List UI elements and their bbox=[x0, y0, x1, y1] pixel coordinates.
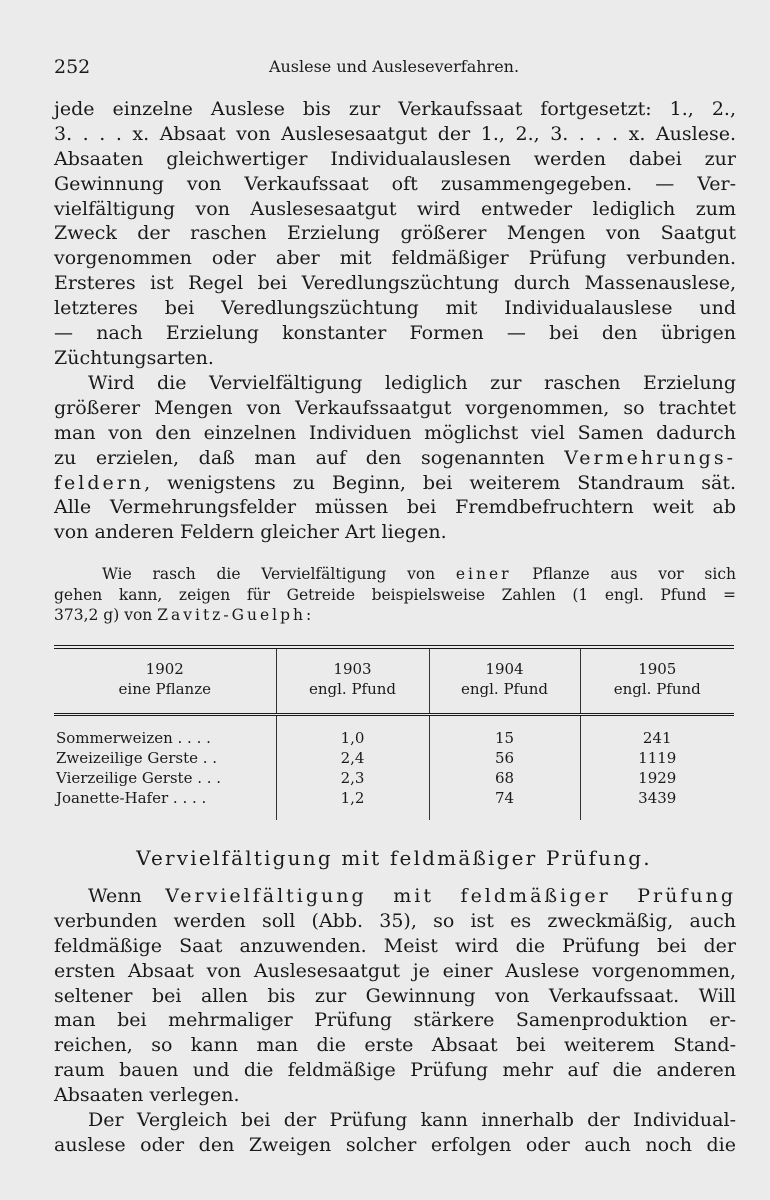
text-line: vielfältigung von Auslesesaatgut wird entweder lediglich zum bbox=[54, 197, 736, 220]
text-line: Ersteres ist Regel bei Veredlungszüchtung durch Massenauslese, bbox=[54, 272, 736, 295]
text-span: zu erzielen, daß man auf den sogenannten bbox=[54, 446, 545, 469]
paragraph-continued bbox=[54, 97, 736, 371]
table-cell: 56 bbox=[429, 748, 580, 768]
text-line: Alle Vermehrungsfelder müssen bei Fremdbefruchtern weit ab bbox=[54, 496, 736, 519]
table-cell: 1119 bbox=[580, 748, 734, 768]
paragraph-feldmaessige-pruefung bbox=[54, 884, 736, 1158]
text-line bbox=[54, 884, 736, 909]
table-row bbox=[54, 728, 734, 748]
text-line: auslese oder den Zweigen solcher erfolgen oder auch noch die bbox=[54, 1133, 736, 1156]
column-header: 1903 engl. Pfund bbox=[276, 647, 429, 715]
text-line: Absaaten verlegen. bbox=[54, 1084, 240, 1107]
text-line bbox=[54, 446, 736, 471]
table-cell: 68 bbox=[429, 768, 580, 788]
text-line: von anderen Feldern gleicher Art liegen. bbox=[54, 521, 447, 544]
text-line: — nach Erzielung konstanter Formen — bei den übrigen bbox=[54, 322, 736, 345]
text-span: , wenigstens zu Beginn, bei weiterem Standraum sät. bbox=[144, 471, 736, 494]
text-line: ersten Absaat von Auslesesaatgut je einer Auslese vorgenommen, bbox=[54, 959, 736, 982]
spaced-term: Vervielfältigung mit feldmäßiger Prüfung bbox=[165, 885, 736, 907]
text-line: Der Vergleich bei der Prüfung kann innerhalb der Individual- bbox=[88, 1109, 736, 1132]
text-line: Züchtungsarten. bbox=[54, 346, 214, 369]
table-cell: 2,4 bbox=[276, 748, 429, 768]
section-heading: Vervielfältigung mit feldmäßiger Prüfung. bbox=[136, 846, 652, 870]
table-cell: 1929 bbox=[580, 768, 734, 788]
text-line: vorgenommen oder aber mit feldmäßiger Prüfung verbunden. bbox=[54, 247, 736, 270]
text-span: Wie rasch die Vervielfältigung von bbox=[102, 565, 436, 583]
spaced-term: Zavitz-Guelph bbox=[157, 606, 306, 624]
table-cell: 1,0 bbox=[276, 728, 429, 748]
text-line: gehen kann, zeigen für Getreide beispielsweise Zahlen (1 engl. Pfund = bbox=[54, 585, 736, 604]
page-number: 252 bbox=[54, 56, 91, 78]
spaced-term: feldern bbox=[54, 471, 145, 494]
table-cell: 3439 bbox=[580, 788, 734, 808]
text-line: reichen, so kann man die erste Absaat bei weiterem Stand- bbox=[54, 1034, 736, 1057]
table-cell: 2,3 bbox=[276, 768, 429, 788]
yield-table bbox=[54, 645, 734, 820]
text-span: : bbox=[305, 606, 312, 624]
text-line: Wird die Vervielfältigung lediglich zur raschen Erzielung bbox=[88, 372, 736, 394]
column-header: 1902 eine Pflanze bbox=[54, 647, 276, 715]
text-span: Pflanze aus vor sich bbox=[532, 565, 736, 583]
table-cell: Joanette-Hafer . . . . bbox=[56, 789, 207, 807]
column-header: 1905 engl. Pfund bbox=[580, 647, 734, 715]
column-header: 1904 engl. Pfund bbox=[429, 647, 580, 715]
text-line: größerer Mengen von Verkaufssaatgut vorgenommen, so trachtet bbox=[54, 396, 736, 419]
text-line: Zweck der raschen Erzielung größerer Mengen von Saatgut bbox=[54, 222, 736, 245]
running-title: Auslese und Ausleseverfahren. bbox=[268, 57, 520, 76]
text-line: man bei mehrmaliger Prüfung stärkere Samenproduktion er- bbox=[54, 1009, 736, 1032]
small-print-paragraph bbox=[54, 564, 736, 626]
text-line: feldmäßige Saat anzuwenden. Meist wird die Prüfung bei der bbox=[54, 934, 736, 957]
text-line: raum bauen und die feldmäßige Prüfung mehr auf die anderen bbox=[54, 1059, 736, 1082]
text-line: verbunden werden soll (Abb. 35), so ist es zweckmäßig, auch bbox=[54, 909, 736, 932]
text-line: seltener bei allen bis zur Gewinnung von Verkaufssaat. Will bbox=[54, 984, 736, 1007]
text-line bbox=[54, 605, 736, 626]
text-line: jede einzelne Auslese bis zur Verkaufssaat fortgesetzt: 1., 2., bbox=[54, 98, 736, 120]
table-row bbox=[54, 748, 734, 768]
text-line: 3. . . . x. Absaat von Auslesesaatgut der 1., 2., 3. . . . x. Auslese. bbox=[54, 122, 736, 145]
text-line: Absaaten gleichwertiger Individualauslesen werden dabei zur bbox=[54, 147, 736, 170]
table-cell: 241 bbox=[580, 728, 734, 748]
text-line: man von den einzelnen Individuen möglichst viel Samen dadurch bbox=[54, 421, 736, 444]
spaced-term: einer bbox=[455, 565, 512, 583]
table-cell: Sommerweizen . . . . bbox=[56, 729, 211, 747]
table-cell: Zweizeilige Gerste . . bbox=[56, 749, 218, 767]
text-line: letzteres bei Veredlungszüchtung mit Individualauslese und bbox=[54, 297, 736, 320]
running-header bbox=[54, 56, 734, 80]
text-span: Wenn bbox=[88, 885, 142, 907]
table-header-row bbox=[54, 647, 734, 715]
table-cell: 74 bbox=[429, 788, 580, 808]
spaced-term: Vermehrungs- bbox=[564, 446, 736, 469]
text-line: Gewinnung von Verkaufssaat oft zusammengegeben. — Ver- bbox=[54, 172, 736, 195]
table-cell: Vierzeilige Gerste . . . bbox=[56, 769, 222, 787]
text-span: 373,2 g) von bbox=[54, 606, 153, 624]
table-row bbox=[54, 788, 734, 808]
table-row bbox=[54, 768, 734, 788]
text-line bbox=[54, 471, 736, 496]
paragraph-vermehrungsfelder bbox=[54, 371, 736, 545]
text-line bbox=[54, 564, 736, 585]
table-cell: 1,2 bbox=[276, 788, 429, 808]
table-cell: 15 bbox=[429, 728, 580, 748]
